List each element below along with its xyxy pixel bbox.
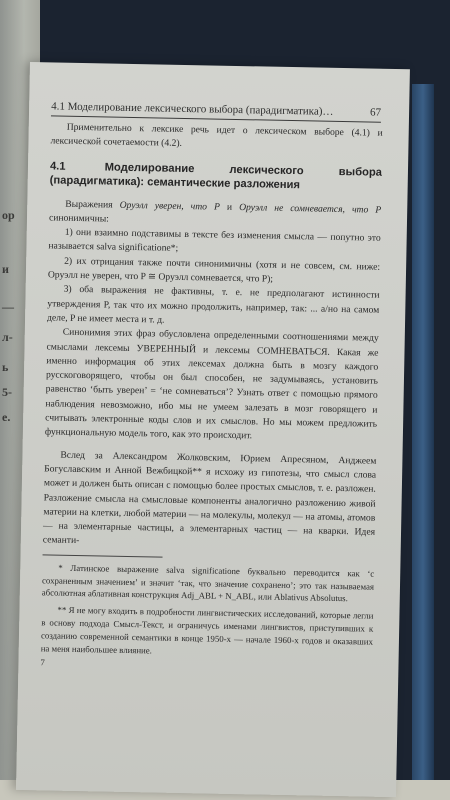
- p1-tail: синонимичны:: [48, 212, 109, 225]
- list-item: 3) оба выражения не фактивны, т. е. не предполагают истинности утверждения P, так что их можно продолжить, например, так: ... а/но на самом деле, P не имеет места и т. д.: [46, 284, 380, 326]
- footnotes: [40, 561, 374, 676]
- property-list: [47, 226, 381, 332]
- page-number: 67: [369, 106, 382, 119]
- book-cover-edge: [412, 84, 434, 784]
- left-page-fragment: ь: [2, 360, 9, 374]
- paragraph-2: Синонимия этих фраз обусловлена определенными соотношениями между смыслами лексемы УВЕРЕННЫЙ и лексемы СОМНЕВАТЬСЯ. Какая же именно информация об этих лексемах должна быть в мозгу каждого русскоговорящего, чтобы он был способен, не задумываясь, установить равенство ‘быть уверен’ = ‘не сомневаться’? Узнать ответ с помощью прямого наблюдения невозможно, ибо мы не умеем залезать в мозг говорящего и считывать электронные коды слов и их смыслов. Но мы можем предложить функциональную модель того, как это происходит.: [44, 326, 379, 442]
- footnote-2: ** Я не могу входить в подробности лингвистических исследований, которые легли в основу подхода Смысл-Текст, и ограничусь именами лингвистов, приступивших к созданию современной семантики в конце 1950-х — начале 1960-х годов и оказавших на меня наибольшее влияние.: [40, 604, 374, 655]
- left-page-fragment: 5-: [2, 385, 12, 399]
- p1-expression: Оруэлл уверен, что P: [119, 199, 221, 213]
- section-heading: [50, 159, 382, 193]
- header-title: 4.1 Моделирование лексического выбора (парадигматика)…: [51, 100, 334, 118]
- intro-paragraph: Применительно к лексике речь идет о лексическом выборе (4.1) и лексической сочетаемости (4.2).: [50, 121, 383, 150]
- left-page-fragment: и: [2, 262, 9, 276]
- section-number: 4.1: [49, 159, 66, 173]
- list-item: 2) их отрицания также почти синонимичны (хотя и не совсем, см. ниже: Оруэлл не уверен, что P ≅ Оруэлл сомневается, что P);: [47, 255, 381, 285]
- p1-mid: и: [219, 201, 240, 213]
- bottom-mark: 7: [40, 657, 45, 668]
- paragraph-3: Вслед за Александром Жолковским, Юрием Апресяном, Анджеем Богуславским и Анной Вежбицкой** я исхожу из гипотезы, что смысл слова может и должен быть описан с помощью более простых смыслов, т. е. разложен. Разложение смысла на смысловые компоненты аналогично разложению живой материи на клетки, любой материи — на молекулы, молекул — на атомы, атомов — на элементарные частицы, а элементарных частиц — на кварки. Идея семанти-: [42, 449, 377, 547]
- book-page: [16, 62, 410, 797]
- footnote-rule: [43, 554, 163, 557]
- running-header: [51, 100, 381, 122]
- p1-expression-2: Оруэлл не сомневается, что P: [239, 201, 382, 216]
- list-item: 1) они взаимно подставимы в тексте без изменения смысла — попутно это называется salva significatione*;: [48, 226, 381, 255]
- section-title: Моделирование лексического выбора (парадигматика): семантические разложения: [49, 161, 383, 191]
- left-page-fragment: —: [2, 300, 14, 314]
- p1-lead: Выражения: [65, 198, 120, 211]
- page-content: [40, 120, 382, 675]
- left-page-fragment: е.: [2, 410, 11, 424]
- left-page-fragment: л-: [2, 330, 13, 344]
- footnote-1: * Латинское выражение salva significatione буквально переводится как ‘с сохраненным значением’ и значит ‘так, что значение сохранено’; это так называемая абсолютная аблативная конструкция Adj_ABL + N_ABL, или Ablativus Absolutus.: [41, 562, 375, 604]
- left-page-fragment: ор: [2, 208, 15, 222]
